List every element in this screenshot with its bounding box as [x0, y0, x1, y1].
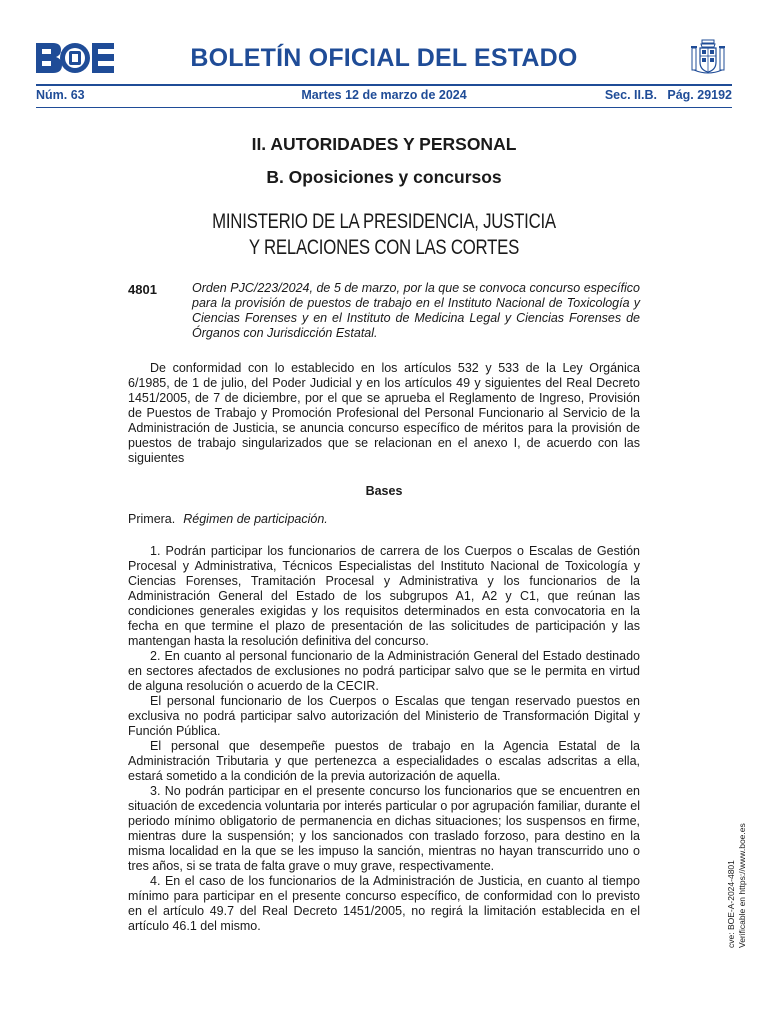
ministry-heading	[179, 209, 589, 261]
ministry-line-1: MINISTERIO DE LA PRESIDENCIA, JUSTICIA	[212, 210, 556, 233]
verification-link[interactable]: Verificable en https://www.boe.es	[737, 823, 747, 948]
primera-label: Primera.	[128, 512, 176, 526]
issue-date: Martes 12 de marzo de 2024	[301, 88, 467, 102]
order-number: 4801	[128, 282, 157, 297]
header-divider	[36, 84, 732, 86]
page-title: BOLETÍN OFICIAL DEL ESTADO	[190, 44, 578, 72]
paragraph-5: 3. No podrán participar en el presente concurso los funcionarios que se encuentren en situación de excedencia voluntaria por interés particular o por agrupación familiar, durante el periodo mínimo obligatorio de permanencia en dichas situaciones; los suspensos en firme, mientras dure la suspensión; y los sancionados con traslado forzoso, para destino en la misma localidad en la que se les impuso la sanción, mientras no hayan transcurrido uno o tres años, si se trata de falta grave o muy grave, respectivamente.	[128, 784, 640, 873]
intro-paragraph: De conformidad con lo establecido en los artículos 532 y 533 de la Ley Orgánica 6/1985, de 1 de julio, del Poder Judicial y en los artículos 49 y siguientes del Real Decreto 1451/2005, de 7 de diciembre, por el que se aprueba el Reglamento de Ingreso, Provisión de Puestos de Trabajo y Promoción Profesional del Personal Funcionario al Servicio de la Administración de Justicia, se anuncia concurso específico de méritos para la provisión de puestos de trabajo singularizados que se relacionan en el anexo I, de acuerdo con las siguientes	[128, 361, 640, 465]
paragraph-4: El personal que desempeñe puestos de trabajo en la Agencia Estatal de la Administración Tributaria y que pertenezca a especialidades o escalas adscritas a ella, estará sometido a la condición de la previa autorización de aquella.	[128, 739, 640, 783]
section-title: II. AUTORIDADES Y PERSONAL	[251, 134, 517, 154]
paragraph-3: El personal funcionario de los Cuerpos o Escalas que tengan reservado puestos en exclusiva no podrá participar salvo autorización del Ministerio de Transformación Digital y Función Pública.	[128, 694, 640, 738]
issue-number: Núm. 63	[36, 88, 85, 102]
primera-title: Régimen de participación.	[183, 512, 328, 526]
header-meta	[36, 88, 732, 104]
paragraph-2: 2. En cuanto al personal funcionario de la Administración General del Estado destinado en sectores afectados de exclusiones no podrá participar salvo que se le permita en virtud de alguna resolución o acuerdo de la CECIR.	[128, 649, 640, 693]
cve-code: cve: BOE-A-2024-4801	[726, 860, 736, 948]
section-page: Sec. II.B. Pág. 29192	[604, 88, 732, 102]
page-header	[36, 38, 732, 86]
order-summary: Orden PJC/223/2024, de 5 de marzo, por la que se convoca concurso específico para la provisión de puestos de trabajo en el Instituto Nacional de Toxicología y Ciencias Forenses y en el Instituto de Medicina Legal y Ciencias Forenses de Órganos con Jurisdicción Estatal.	[192, 281, 640, 340]
order-block	[128, 281, 640, 341]
section-subtitle: B. Oposiciones y concursos	[266, 167, 502, 187]
meta-divider	[36, 107, 732, 108]
paragraph-6: 4. En el caso de los funcionarios de la Administración de Justicia, en cuanto al tiempo mínimo para participar en el presente concurso específico, de conformidad con lo previsto en el artículo 49.7 del Real Decreto 1451/2005, no regirá la limitación establecida en el artículo 46.1 del mismo.	[128, 874, 640, 933]
paragraph-1: 1. Podrán participar los funcionarios de carrera de los Cuerpos o Escalas de Gestión Procesal y Administrativa, Técnicos Especialistas del Instituto Nacional de Toxicología y Ciencias Forenses, Tramitación Procesal y Administrativa y los funcionarios de la Administración General del Estado de los subgrupos A1, A2 y C1, que reúnan las condiciones generales exigidas y los requisitos determinados en esta convocatoria en la fecha en que termine el plazo de presentación de las solicitudes de participación y las mantengan hasta la resolución definitiva del concurso.	[128, 544, 640, 648]
document-body	[128, 134, 640, 934]
verification-note	[726, 788, 748, 948]
primera-heading	[128, 512, 640, 526]
bases-heading: Bases	[365, 484, 403, 498]
coat-of-arms-icon	[690, 38, 726, 78]
ministry-line-2: Y RELACIONES CON LAS CORTES	[248, 236, 520, 259]
